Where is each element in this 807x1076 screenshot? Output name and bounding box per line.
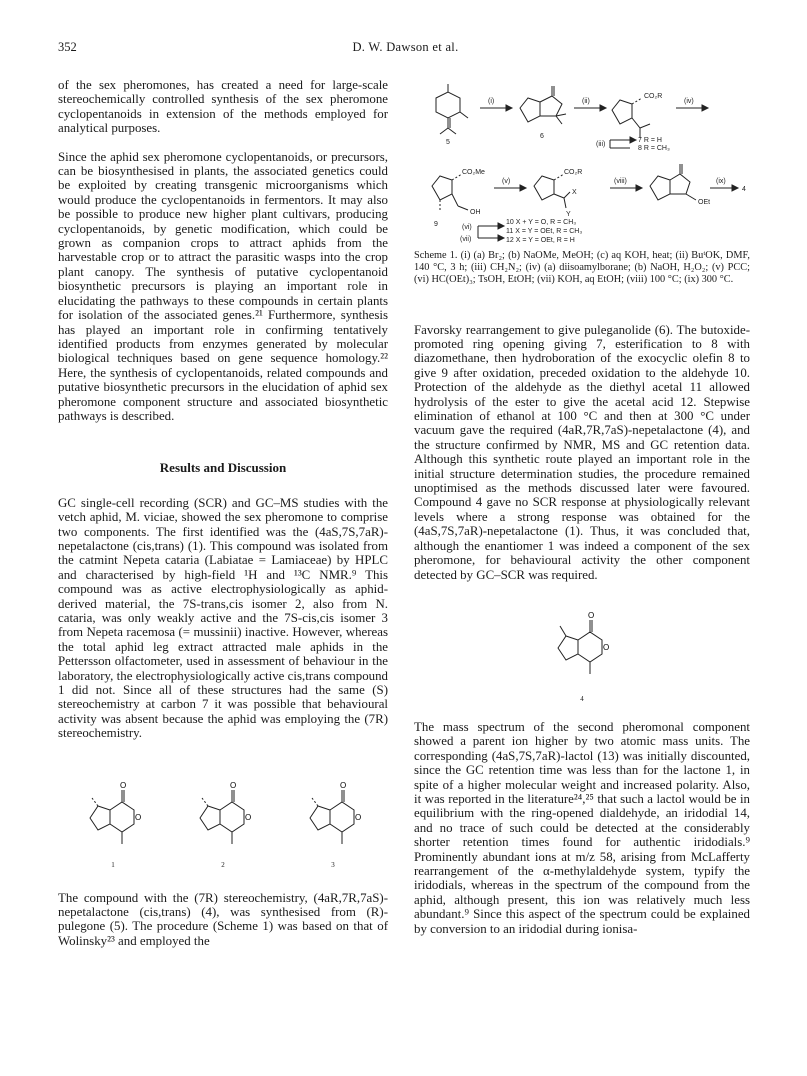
page-number: 352 — [58, 40, 77, 54]
scheme-branch-label: 10 X + Y = O, R = CH₃ — [506, 219, 577, 226]
svg-text:O: O — [603, 642, 610, 652]
scheme-step: (ix) — [716, 178, 726, 185]
running-author: D. W. Dawson et al. — [352, 40, 459, 54]
section-heading: Results and Discussion — [159, 460, 287, 476]
scheme-step: (viii) — [614, 178, 627, 185]
svg-text:O: O — [245, 813, 252, 823]
svg-text:O: O — [588, 610, 595, 620]
svg-text:O: O — [120, 781, 127, 791]
scheme-branch-label: 11 X = Y = OEt, R = CH₃ — [506, 228, 583, 235]
scheme-label: 4 — [742, 186, 746, 193]
svg-text:O: O — [340, 781, 347, 791]
right-column — [414, 78, 750, 936]
scheme-caption: Scheme 1. (i) (a) Br₂; (b) NaOMe, MeOH; (c) aq KOH, heat; (ii) BuᵗOK, DMF, 140 °C, 3 h; (iii) CH₂N₂; (iv) (a) diisoamylborane; (b) NaOH, H₂O₂; (v) PCC; (vi) HC(OEt)₃; TsOH, EtOH; (vii) KOH, aq EtOH; (viii) 100 °C; (ix) 300 °C. — [414, 250, 750, 286]
structure-label: 4 — [580, 694, 584, 703]
svg-text:O: O — [135, 813, 142, 823]
scheme-group: OH — [470, 209, 481, 216]
paragraph: The mass spectrum of the second pheromonal component showed a parent ion higher by two atomic mass units. The corresponding (4aS,7S,7aR)-lactol (13) was initially discounted, since the GC retention time was less than for the lactone 1, in spite of a higher molecular weight and increased polarity. Also, it was reported in the literature²⁴,²⁵ that such a lactol would be in equilibrium with the ring-opened dialdehyde, an iridodial 14, and no trace of such could be detected at the considerably shorter retention times found for authentic iridodials.⁹ Prominently abundant ions at m/z 58, arising from McLafferty rearrangement of the α-methylaldehyde system, typify the iridodials, whereas in the spectrum of the compound from the aphid, although present, this ion was relatively much less abundant.⁹ Since this aspect of the spectrum could be explained by conversion to an iridodial during ionisa- — [414, 719, 750, 936]
scheme-step: (i) — [488, 98, 495, 105]
structure-1 — [78, 778, 148, 872]
scheme-step: (ii) — [582, 98, 590, 105]
scheme-label: 9 — [434, 221, 438, 228]
scheme-group: CO₂R — [564, 169, 583, 176]
paragraph: The compound with the (7R) stereochemistry, (4aR,7R,7aS)-nepetalactone (cis,trans) (4), was synthesised from (R)-pulegone (5). The procedure (Scheme 1) was based on that of Wolinsky²³ and employed the — [58, 890, 388, 948]
scheme-step: (iv) — [684, 98, 694, 105]
svg-text:O: O — [355, 813, 362, 823]
scheme-group: Y — [566, 211, 571, 218]
scheme-branch-label: 7 R = H — [638, 137, 662, 144]
left-column — [58, 78, 388, 948]
running-header — [58, 40, 753, 60]
structure-3 — [298, 778, 368, 872]
svg-text:O: O — [230, 781, 237, 791]
scheme-label: 6 — [540, 133, 544, 140]
paragraph: Favorsky rearrangement to give puleganolide (6). The butoxide-promoted ring opening giving 7, esterification to 8 with diazomethane, then hydroboration of the exocyclic olefin 8 to give 9 after oxidation, preceded oxidation to the aldehyde 10. Protection of the aldehyde as the diethyl acetal 11 allowed hydrolysis of the ester to give the acetal acid 12. Stepwise elimination of ethanol at 100 °C and then at 300 °C under vacuum gave the required (4aR,7R,7aS)-nepetalactone (4), and the structure confirmed by NMR, MS and GC retention data. Although this synthetic route played an important role in the initial structure determination studies, the procedure remained unoptimised as the methods discussed later were favoured. Compound 4 gave no SCR response at physiologically relevant levels where a strong response was obtained for the (4aS,7S,7aR)-nepetalactone (1). Thus, it was concluded that, although the enantiomer 1 was indeed a component of the sex pheromone, for behavioural activity the other component detected by GC–SCR was required. — [414, 322, 750, 582]
structures-1-3 — [58, 763, 388, 873]
nepetalactone-1-drawing — [78, 778, 148, 858]
scheme-group: CO₂Me — [462, 169, 485, 176]
scheme-group: CO₂R — [644, 93, 663, 100]
structure-label: 2 — [221, 861, 225, 870]
paragraph: Since the aphid sex pheromone cyclopentanoids, or precursors, can be biosynthesised in plants, the associated genetics could be exploited by creating transgenic microorganisms which would produce the cyclopentanoids in fermentors. It may also be possible to produce new higher plant cultivars, producing cyclopentanoids, by genetic modification, which could be grown as companion crops to attract aphids from the harvestable crop or to attract the parasitic wasps into the crop plant canopy. The synthesis of putative cyclopentanoid biosynthetic precursors is playing an important role in elucidating the pathways to these compounds in certain plants for isolation of the associated genes.²¹ Furthermore, synthesis has played an important role in confirming tentatively identified products from enzymes generated by molecular biological techniques based on gene sequence homology.²² Here, the synthesis of cyclopentanoids, related compounds and putative biosynthetic precursors in the elucidation of aphid sex pheromone component structure and associated biosynthetic pathways is described. — [58, 149, 388, 423]
scheme-branch-label: 8 R = CH₃ — [638, 145, 670, 152]
structure-4-wrapper — [542, 602, 622, 706]
scheme-label: 5 — [446, 139, 450, 146]
scheme-step: (vii) — [460, 236, 472, 243]
nepetalactone-3-drawing — [298, 778, 368, 858]
scheme-branch-label: 12 X = Y = OEt, R = H — [506, 237, 575, 244]
structure-2 — [188, 778, 258, 872]
scheme-group: X — [572, 189, 577, 196]
scheme-group: OEt — [698, 199, 711, 206]
scheme-step: (vi) — [462, 224, 472, 231]
scheme-1-figure — [414, 78, 750, 248]
structure-label: 3 — [331, 861, 335, 870]
scheme-1-drawing — [414, 78, 750, 248]
scheme-step: (iii) — [596, 141, 606, 148]
paragraph: of the sex pheromones, has created a need for large-scale stereochemically controlled synthesis of the sex pheromone cyclopentanoids in extension of the methods employed for analytical purposes. — [58, 78, 388, 136]
nepetalactone-2-drawing — [188, 778, 258, 858]
scheme-step: (v) — [502, 178, 511, 185]
paragraph: GC single-cell recording (SCR) and GC–MS studies with the vetch aphid, M. viciae, showed the sex pheromone to comprise two components. The first identified was the (4aS,7S,7aR)-nepetalactone (cis,trans) (1). This compound was isolated from the catmint Nepeta cataria (Labiatae = Lamiaceae) by HPLC and characterised by high-field ¹H and ¹³C NMR.⁹ This compound was as active electrophysiologically as aphid-derived material, the 7S-trans,cis isomer 2, also from N. cataria, was only weakly active and the 7S-cis,cis isomer 3 from Nepeta racemosa (= mussinii) inactive. However, whereas the total aphid leg extract attracted male aphids in the Pettersson olfactometer, used in assessment of behaviour in the laboratory, the electrophysiologically active cis,trans compound 1 did not. Since all of these structures had the same (S) stereochemistry at carbon 7 it was possible that behavioural activity was absent because the aphid was employing the (7R) stereochemistry. — [58, 495, 388, 741]
nepetalactone-4-drawing — [542, 602, 622, 692]
structure-4 — [414, 594, 750, 714]
structure-label: 1 — [111, 861, 115, 870]
